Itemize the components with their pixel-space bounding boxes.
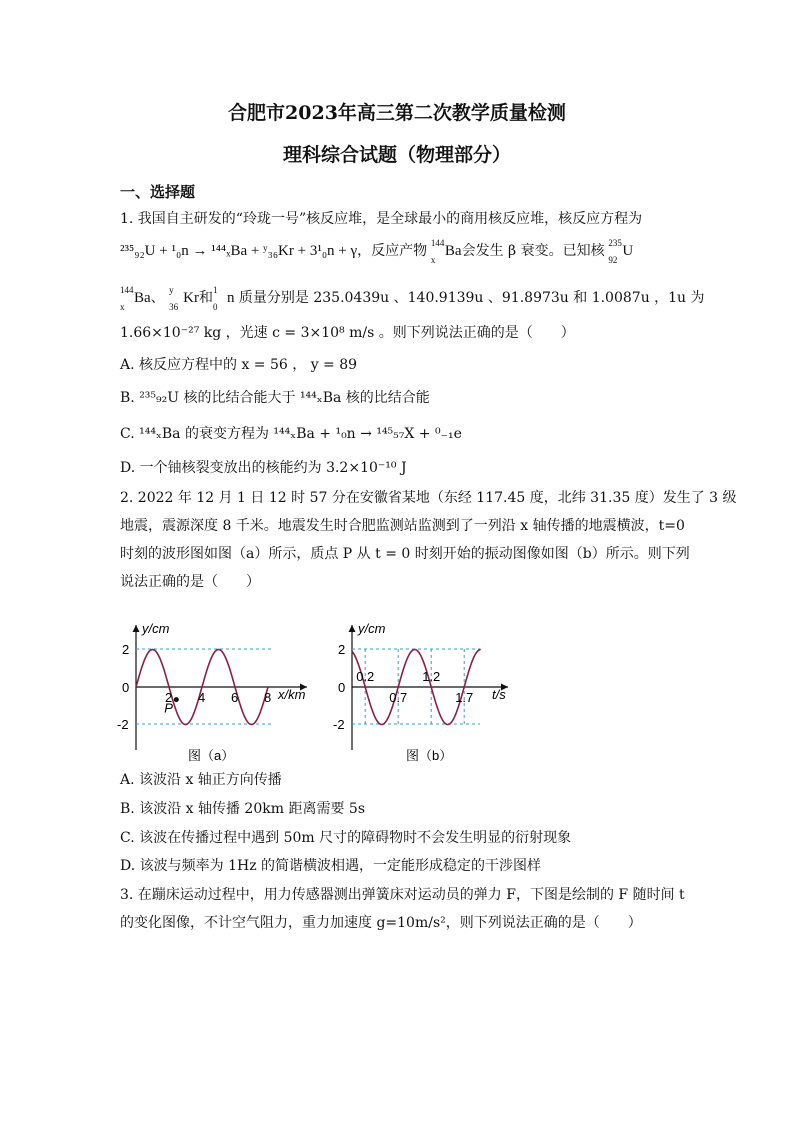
q2-stem-line1: 2. 2022 年 12 月 1 日 12 时 57 分在安徽省某地（东经 117.45 度，北纬 31.35 度）发生了 3 级 <box>120 490 737 506</box>
fig-a-xtick-2: 2 <box>165 690 173 705</box>
fig-a-ylabel: y/cm <box>142 621 170 636</box>
figure-a-wave-graph <box>112 615 322 775</box>
q2-stem-line3: 时刻的波形图如图（a）所示，质点 P 从 t = 0 时刻开始的振动图像如图（b）所示。则下列 <box>120 546 690 562</box>
q1-option-d: D. 一个铀核裂变放出的核能约为 3.2×10⁻¹⁰ J <box>120 460 407 476</box>
fig-b-tlabel-0.2: 0.2 <box>356 669 375 684</box>
fig-b-tlabel-0.7: 0.7 <box>389 690 408 705</box>
q2-option-a: A. 该波沿 x 轴正方向传播 <box>120 772 282 788</box>
fig-a-xtick-4: 4 <box>198 690 206 705</box>
q1-stem-line4: 1.66×10⁻²⁷ kg ，光速 c = 3×10⁸ m/s 。则下列说法正确的是（ ） <box>120 325 575 341</box>
q1-text-a: ，反应产物 <box>357 243 428 259</box>
q1-option-b: B. ²³⁵₉₂U 核的比结合能大于 ¹⁴⁴ₓBa 核的比结合能 <box>120 390 430 406</box>
nuclide-n: 1 0 n <box>212 285 235 312</box>
nuclide-ba-2: 144 x Ba <box>120 285 151 312</box>
q1-equation-line <box>120 238 634 265</box>
fig-b-tlabel-1.2: 1.2 <box>422 669 441 684</box>
q1-stem-line1: 1. 我国自主研发的“玲珑一号”核反应堆，是全球最小的商用核反应堆，核反应方程为 <box>120 211 643 227</box>
fig-a-caption: 图（a） <box>188 748 235 763</box>
fig-a-xlabel: x/km <box>278 687 306 702</box>
q1-option-a: A. 核反应方程中的 x = 56 ， y = 89 <box>120 357 358 373</box>
fig-a-xtick-8: 8 <box>264 690 272 705</box>
section-heading: 一、选择题 <box>120 183 196 201</box>
q2-stem-line4: 说法正确的是（ ） <box>120 574 260 590</box>
q1-text-b: 会发生 β 衰变。已知核 <box>461 243 605 259</box>
fig-b-ylabel: y/cm <box>358 621 386 636</box>
q1-option-c: C. ¹⁴⁴ₓBa 的衰变方程为 ¹⁴⁴ₓBa + ¹₀n → ¹⁴⁵₅₇X + ⁰₋₁e <box>120 426 462 442</box>
fig-b-tlabel-1.7: 1.7 <box>455 690 474 705</box>
exam-title: 合肥市2023年高三第二次教学质量检测 <box>228 102 566 124</box>
fig-b-ytick-2: 2 <box>338 642 346 657</box>
q1-masses: 质量分别是 235.0439u 、140.9139u 、91.8973u 和 1.0087u ，1u 为 <box>238 290 705 306</box>
q1-equation: ²³⁵₉₂U + ¹₀n → ¹⁴⁴ₓBa + ʸ₃₆Kr + 3¹₀n + γ <box>120 243 358 259</box>
fig-a-xtick-6: 6 <box>231 690 239 705</box>
q2-option-b: B. 该波沿 x 轴传播 20km 距离需要 5s <box>120 801 365 817</box>
fig-a-point-label: P <box>164 700 173 716</box>
q1-masses-line <box>120 285 705 312</box>
fig-a-point-p <box>174 697 179 702</box>
exam-subtitle: 理科综合试题（物理部分） <box>282 144 511 166</box>
fig-a-xticks <box>165 690 271 705</box>
q3-stem-line1: 3. 在蹦床运动过程中，用力传感器测出弹簧床对运动员的弹力 F，下图是绘制的 F 随时间 t <box>120 887 685 903</box>
q3-stem-line2: 的变化图像，不计空气阻力，重力加速度 g=10m/s²，则下列说法正确的是（ ） <box>120 915 642 931</box>
fig-a-ytick-0: 0 <box>122 680 130 695</box>
q1-sep: 、 <box>150 290 165 306</box>
q2-option-d: D. 该波与频率为 1Hz 的简谐横波相遇，一定能形成稳定的干涉图样 <box>120 858 542 874</box>
fig-a-ytick-2: 2 <box>122 642 130 657</box>
figure-b-vibration-graph <box>330 615 520 775</box>
fig-b-ytick-m2: -2 <box>333 717 345 732</box>
nuclide-ba: 144 x Ba <box>430 238 462 265</box>
nuclide-kr: y 36 Kr <box>169 285 199 312</box>
q2-stem-line2: 地震，震源深度 8 千米。地震发生时合肥监测站监测到了一列沿 x 轴传播的地震横波，t=0 <box>120 518 685 534</box>
fig-b-caption: 图（b） <box>406 748 453 763</box>
fig-b-xlabel: t/s <box>492 687 506 702</box>
q2-option-c: C. 该波在传播过程中遇到 50m 尺寸的障碍物时不会发生明显的衍射现象 <box>120 830 572 846</box>
fig-b-ytick-0: 0 <box>338 680 346 695</box>
fig-a-ytick-m2: -2 <box>117 717 129 732</box>
q1-and: 和 <box>198 290 213 306</box>
nuclide-u: 235 92 U <box>608 238 634 265</box>
